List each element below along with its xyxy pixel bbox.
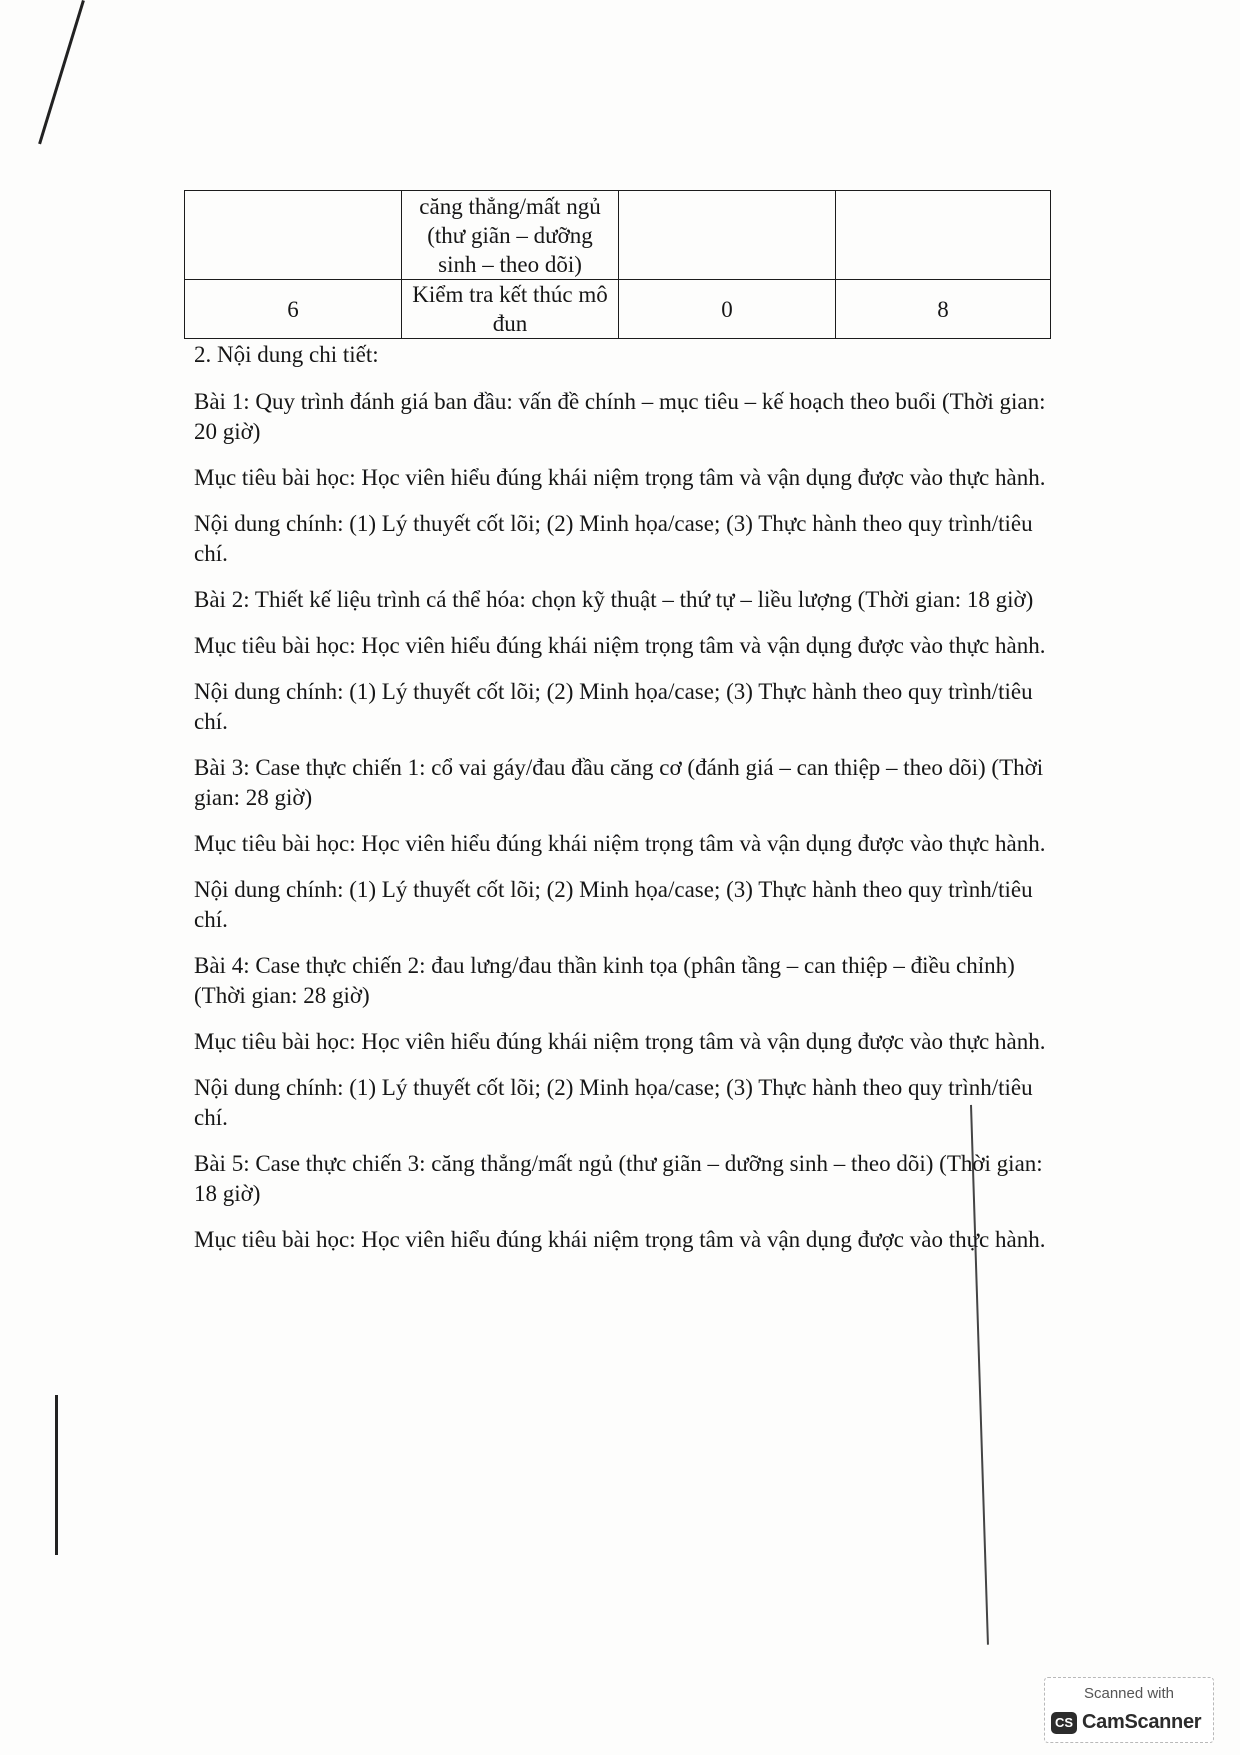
- lesson-content: Nội dung chính: (1) Lý thuyết cốt lõi; (2) Minh họa/case; (3) Thực hành theo quy trình/tiêu chí.: [194, 679, 1033, 734]
- lesson-content: Nội dung chính: (1) Lý thuyết cốt lõi; (2) Minh họa/case; (3) Thực hành theo quy trình/tiêu chí.: [194, 511, 1033, 566]
- table-row: [185, 191, 1051, 280]
- scan-edge-line-left: [55, 1395, 58, 1555]
- lesson-block-4: [194, 951, 1054, 1133]
- lesson-title: Bài 1: Quy trình đánh giá ban đầu: vấn đề chính – mục tiêu – kế hoạch theo buổi (Thời gian: 20 giờ): [194, 389, 1046, 444]
- table-cell-stt: 6: [185, 280, 402, 339]
- lesson-content: Nội dung chính: (1) Lý thuyết cốt lõi; (2) Minh họa/case; (3) Thực hành theo quy trình/tiêu chí.: [194, 1075, 1033, 1130]
- scan-edge-line-top-left: [38, 0, 85, 144]
- table-cell-name: căng thẳng/mất ngủ (thư giãn – dưỡng sinh – theo dõi): [402, 191, 619, 280]
- table-cell-col3: 0: [619, 280, 836, 339]
- lesson-block-3: [194, 753, 1054, 935]
- lesson-content: Nội dung chính: (1) Lý thuyết cốt lõi; (2) Minh họa/case; (3) Thực hành theo quy trình/tiêu chí.: [194, 877, 1033, 932]
- table-row: [185, 280, 1051, 339]
- camscanner-brand: CamScanner: [1082, 1711, 1202, 1733]
- lesson-title: Bài 5: Case thực chiến 3: căng thẳng/mất ngủ (thư giãn – dưỡng sinh – theo dõi) (Thời gian: 18 giờ): [194, 1151, 1043, 1206]
- lesson-title: Bài 2: Thiết kế liệu trình cá thể hóa: chọn kỹ thuật – thứ tự – liều lượng (Thời gian: 18 giờ): [194, 587, 1034, 612]
- lesson-goal: Mục tiêu bài học: Học viên hiểu đúng khái niệm trọng tâm và vận dụng được vào thực hành.: [194, 633, 1046, 658]
- table-cell-col4: [836, 191, 1051, 280]
- lesson-goal: Mục tiêu bài học: Học viên hiểu đúng khái niệm trọng tâm và vận dụng được vào thực hành.: [194, 831, 1046, 856]
- lesson-title: Bài 4: Case thực chiến 2: đau lưng/đau thần kinh tọa (phân tầng – can thiệp – điều chỉnh) (Thời gian: 28 giờ): [194, 953, 1015, 1008]
- lesson-block-1: [194, 387, 1054, 569]
- lesson-goal: Mục tiêu bài học: Học viên hiểu đúng khái niệm trọng tâm và vận dụng được vào thực hành.: [194, 1029, 1046, 1054]
- scanned-with-label: Scanned with: [1083, 1685, 1175, 1702]
- lesson-block-5: [194, 1149, 1054, 1255]
- lesson-title: Bài 3: Case thực chiến 1: cổ vai gáy/đau đầu căng cơ (đánh giá – can thiệp – theo dõi) (Thời gian: 28 giờ): [194, 755, 1044, 810]
- detail-content: [194, 340, 1054, 1271]
- table-cell-col3: [619, 191, 836, 280]
- camscanner-logo-icon: CS: [1051, 1712, 1077, 1734]
- table-cell-name: Kiểm tra kết thúc mô đun: [402, 280, 619, 339]
- section-heading: 2. Nội dung chi tiết:: [194, 342, 379, 367]
- lesson-goal: Mục tiêu bài học: Học viên hiểu đúng khái niệm trọng tâm và vận dụng được vào thực hành.: [194, 465, 1046, 490]
- lesson-goal: Mục tiêu bài học: Học viên hiểu đúng khái niệm trọng tâm và vận dụng được vào thực hành.: [194, 1227, 1046, 1252]
- camscanner-badge: [1044, 1677, 1214, 1743]
- table-cell-col4: 8: [836, 280, 1051, 339]
- lesson-block-2: [194, 585, 1054, 737]
- table-cell-stt: [185, 191, 402, 280]
- syllabus-table: [184, 190, 1051, 339]
